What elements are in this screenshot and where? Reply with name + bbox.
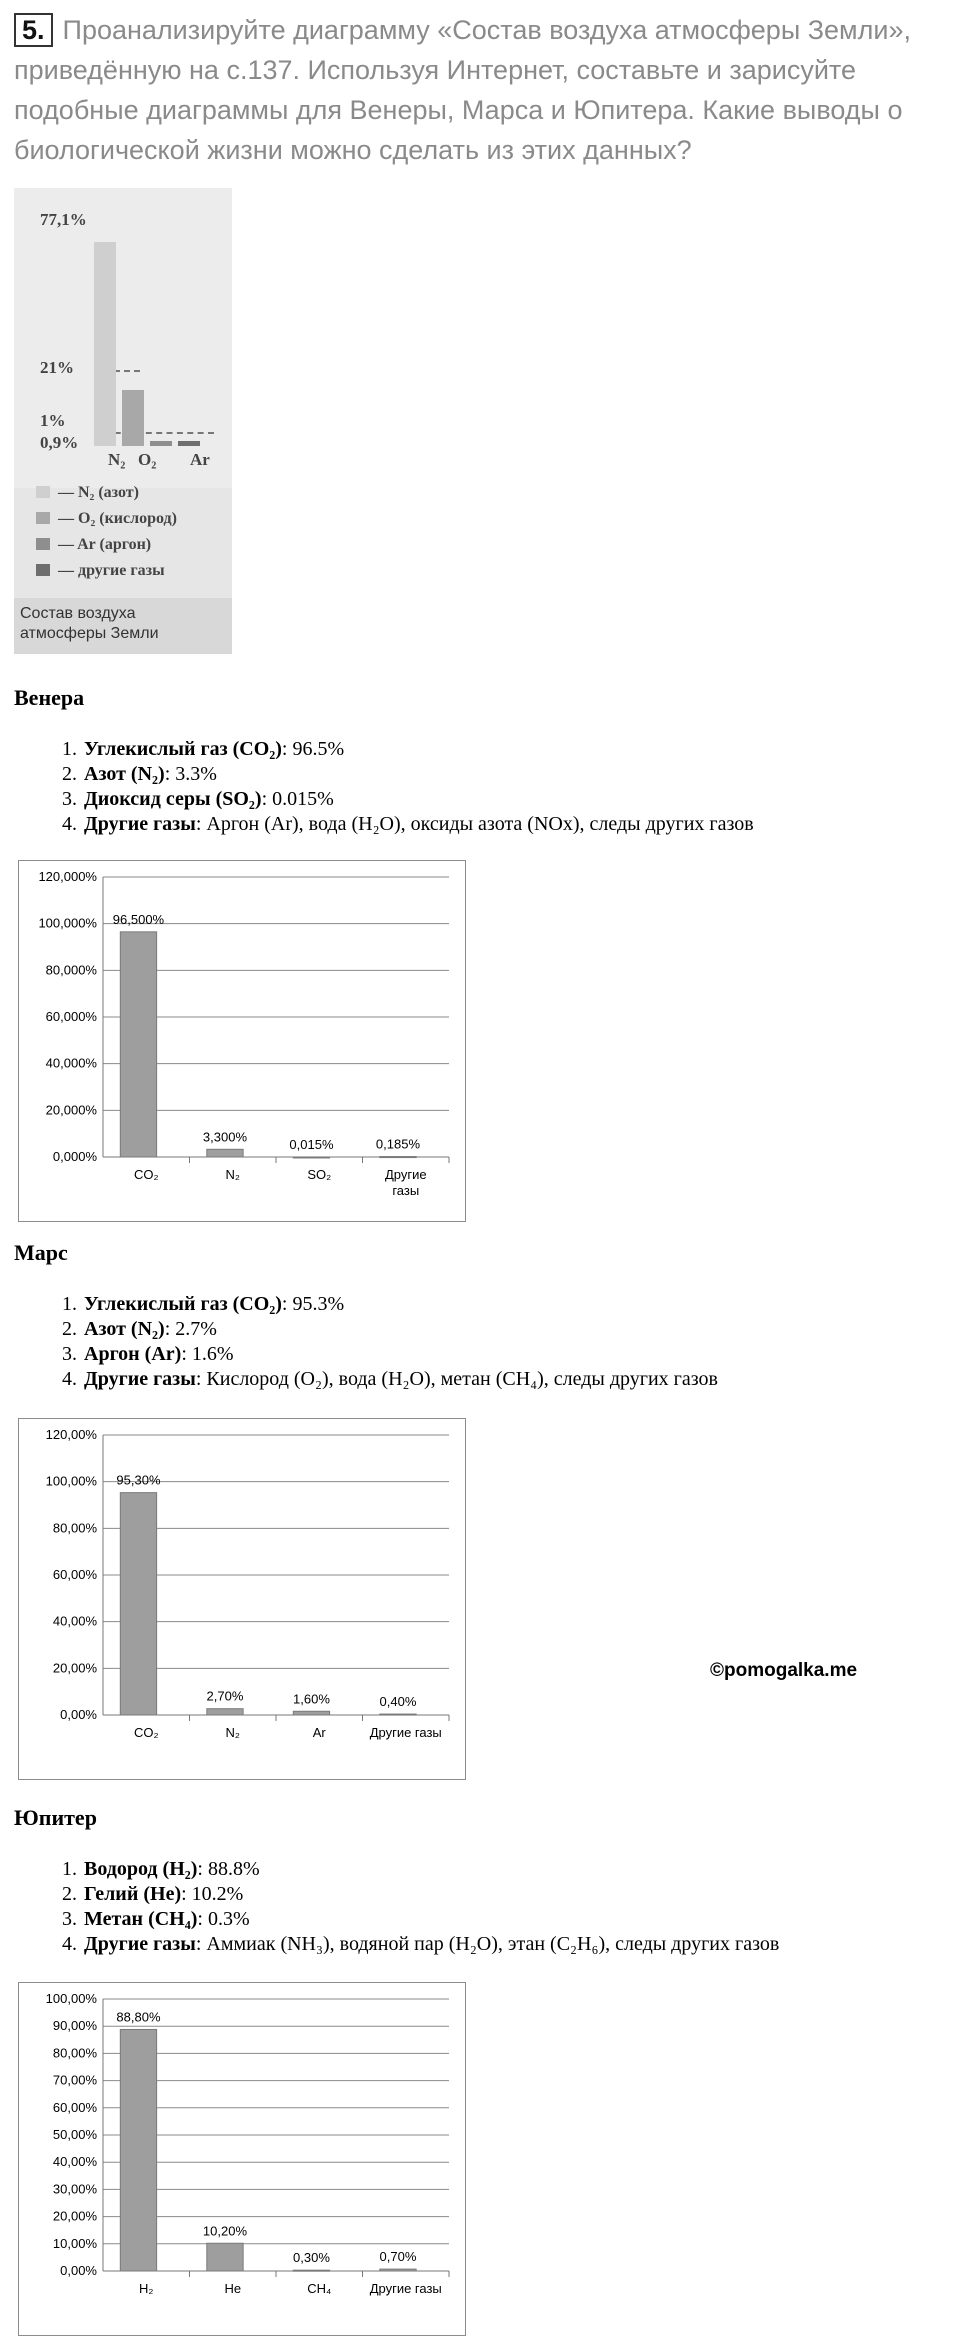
data-label: 2,70%: [206, 1688, 244, 1704]
data-label: 3,300%: [202, 1129, 248, 1145]
chart-bar: [380, 1714, 416, 1715]
data-label: 0,185%: [375, 1136, 421, 1152]
venus-facts: [40, 737, 960, 837]
chart-bar: [120, 2029, 156, 2271]
y-tick-label: 100,000%: [38, 915, 97, 931]
list-item: 3. Диоксид серы (SO₂): 0.015%: [82, 787, 960, 812]
earth-legend-ar: — Ar (аргон): [36, 536, 151, 554]
chart-bar: [120, 932, 156, 1157]
list-item: 1. Углекислый газ (CO₂): 96.5%: [82, 737, 960, 762]
legend-swatch: [36, 512, 50, 524]
y-tick-label: 60,000%: [45, 1009, 97, 1024]
earth-ar-label: Ar: [190, 450, 210, 469]
earth-n2-label: N₂: [108, 450, 126, 469]
y-tick-label: 60,00%: [52, 1567, 97, 1582]
section-title-jupiter: Юпитер: [14, 1805, 97, 1830]
list-item: 4. Другие газы: Аммиак (NH₃), водяной пар (H₂O), этан (C₂H₆), следы других газов: [82, 1932, 960, 1957]
data-label: 1,60%: [293, 1691, 330, 1707]
x-tick-label: CO₂: [133, 1167, 159, 1182]
data-label: 10,20%: [202, 2223, 248, 2239]
y-tick-label: 120,000%: [38, 869, 97, 884]
x-tick-label: газы: [392, 1183, 420, 1198]
jupiter-chart: [18, 1982, 466, 2336]
earth-atmosphere-figure: [14, 188, 232, 654]
y-tick-label: 70,00%: [52, 2072, 97, 2088]
x-tick-label: CH₄: [307, 2281, 332, 2296]
watermark: ©pomogalka.me: [710, 1660, 858, 1681]
earth-n2-value: 77,1%: [40, 210, 87, 229]
earth-chart-area: [14, 188, 232, 488]
chart-bar: [120, 1493, 156, 1715]
earth-bar-n2: [94, 242, 116, 446]
y-tick-label: 0,00%: [60, 1707, 97, 1722]
y-tick-label: 20,00%: [52, 2208, 97, 2224]
legend-swatch: [36, 564, 50, 576]
y-tick-label: 120,00%: [45, 1427, 97, 1442]
earth-ar-value: 1%: [40, 411, 66, 430]
y-tick-label: 0,00%: [60, 2263, 97, 2278]
section-title-mars: Марс: [14, 1240, 68, 1265]
chart-bar: [207, 2243, 243, 2271]
data-label: 88,80%: [116, 2009, 161, 2025]
y-tick-label: 30,00%: [52, 2181, 97, 2197]
earth-o2-value: 21%: [40, 358, 74, 377]
earth-bar-ar: [150, 441, 172, 446]
earth-o2-label: O₂: [138, 450, 157, 469]
chart-bar: [207, 1709, 243, 1715]
x-tick-label: N₂: [225, 1167, 240, 1182]
y-tick-label: 100,00%: [45, 1991, 97, 2006]
x-tick-label: Другие газы: [369, 1725, 442, 1740]
earth-legend-o2: — O₂ (кислород): [36, 510, 177, 528]
list-item: 3. Аргон (Ar): 1.6%: [82, 1342, 960, 1367]
x-tick-label: He: [224, 2281, 242, 2296]
y-tick-label: 60,00%: [52, 2099, 97, 2115]
y-tick-label: 90,00%: [52, 2018, 97, 2034]
x-tick-label: Ar: [312, 1725, 326, 1740]
task-text: Проанализируйте диаграмму «Состав воздуха атмосферы Земли», приведённую на с.137. Используя Интернет, составьте и зарисуйте подобные диаграммы для Венеры, Марса и Юпитера. Какие выводы о биологической жизни можно сделать из этих данных?: [14, 15, 911, 165]
x-tick-label: SO₂: [307, 1167, 332, 1182]
earth-legend-n2: — N₂ (азот): [36, 484, 139, 502]
task-heading: [14, 10, 944, 170]
x-tick-label: Другие газы: [369, 2281, 442, 2296]
data-label: 96,500%: [112, 911, 165, 927]
earth-bar-o2: [122, 390, 144, 446]
y-tick-label: 80,00%: [52, 2045, 97, 2061]
data-label: 0,30%: [293, 2250, 330, 2266]
earth-caption: Состав воздуха атмосферы Земли: [14, 598, 232, 654]
chart-bar: [207, 1149, 243, 1157]
y-tick-label: 80,00%: [52, 1520, 97, 1536]
mars-chart-svg: [19, 1419, 465, 1779]
legend-swatch: [36, 538, 50, 550]
y-tick-label: 40,00%: [52, 2154, 97, 2170]
jupiter-facts: [40, 1857, 960, 1957]
y-tick-label: 10,00%: [52, 2235, 97, 2251]
data-label: 0,70%: [379, 2249, 417, 2265]
jupiter-chart-svg: [19, 1983, 465, 2335]
list-item: 1. Углекислый газ (CO₂): 95.3%: [82, 1292, 960, 1317]
y-tick-label: 20,000%: [45, 1102, 97, 1118]
x-tick-label: N₂: [225, 1725, 240, 1740]
data-label: 0,40%: [379, 1694, 417, 1710]
earth-other-value: 0,9%: [40, 433, 79, 452]
y-tick-label: 100,00%: [45, 1473, 97, 1489]
data-label: 0,015%: [289, 1136, 334, 1152]
list-item: 2. Азот (N₂): 3.3%: [82, 762, 960, 787]
mars-chart: [18, 1418, 466, 1780]
x-tick-label: H₂: [139, 2281, 154, 2296]
list-item: 4. Другие газы: Аргон (Ar), вода (H₂O), оксиды азота (NOx), следы других газов: [82, 812, 960, 837]
mars-facts: [40, 1292, 960, 1392]
y-tick-label: 40,000%: [45, 1055, 97, 1071]
chart-bar: [293, 1157, 329, 1158]
y-tick-label: 50,00%: [52, 2127, 97, 2142]
list-item: 4. Другие газы: Кислород (O₂), вода (H₂O), метан (CH₄), следы других газов: [82, 1367, 960, 1392]
chart-bar: [380, 2269, 416, 2271]
chart-bar: [293, 2270, 329, 2271]
chart-bar: [293, 1711, 329, 1715]
venus-chart-svg: [19, 861, 465, 1221]
venus-chart: [18, 860, 466, 1222]
y-tick-label: 40,00%: [52, 1613, 97, 1629]
y-tick-label: 80,000%: [45, 962, 97, 978]
section-title-venus: Венера: [14, 685, 85, 710]
x-tick-label: CO₂: [133, 1725, 159, 1740]
task-number: 5.: [14, 13, 53, 47]
x-tick-label: Другие: [384, 1167, 427, 1182]
y-tick-label: 0,000%: [52, 1149, 97, 1164]
list-item: 3. Метан (CH₄): 0.3%: [82, 1907, 960, 1932]
y-tick-label: 20,00%: [52, 1660, 97, 1676]
earth-legend-other: — другие газы: [36, 562, 165, 580]
earth-bar-other: [178, 441, 200, 446]
chart-bar: [380, 1157, 416, 1158]
list-item: 2. Гелий (He): 10.2%: [82, 1882, 960, 1907]
list-item: 1. Водород (H₂): 88.8%: [82, 1857, 960, 1882]
legend-swatch: [36, 486, 50, 498]
data-label: 95,30%: [116, 1472, 161, 1488]
list-item: 2. Азот (N₂): 2.7%: [82, 1317, 960, 1342]
